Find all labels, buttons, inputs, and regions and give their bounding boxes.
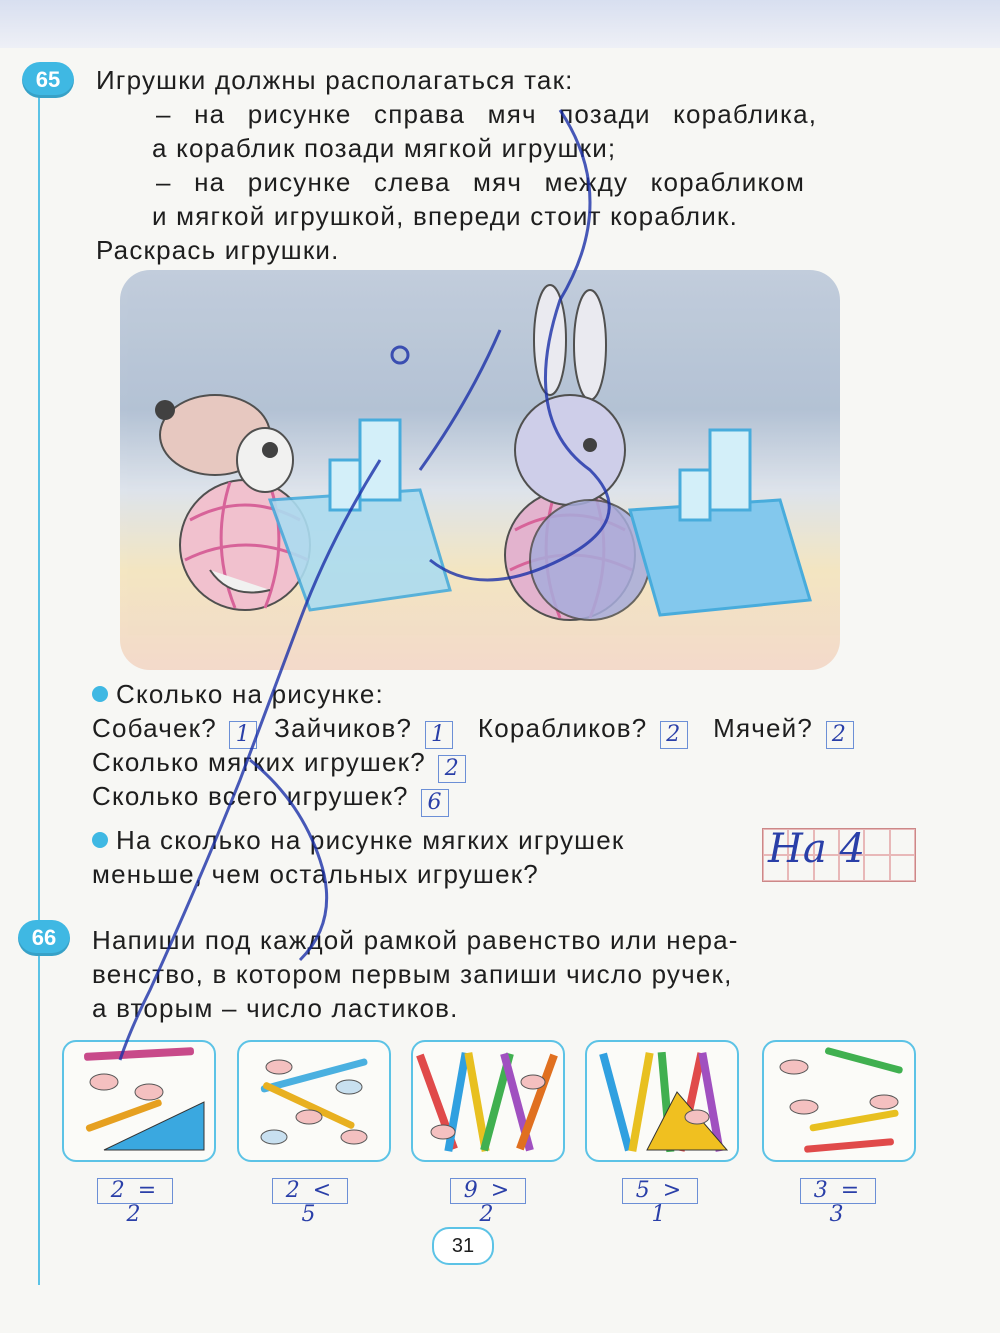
task-65-line-5: и мягкой игрушкой, впереди стоит кораблик.	[152, 201, 739, 231]
q1-intro	[92, 678, 384, 710]
task-65-line-1: Игрушки должны располагаться так:	[96, 65, 574, 95]
boats-label: Корабликов?	[477, 713, 648, 743]
balls-answer-box[interactable]	[826, 721, 854, 749]
q2-line-2: меньше, чем остальных игрушек?	[92, 859, 539, 889]
task-65-line-6: Раскрась игрушки.	[96, 235, 340, 265]
dogs-answer: 1	[235, 722, 251, 747]
total-toys-answer-box[interactable]	[421, 789, 449, 817]
bullet-dot-icon	[92, 832, 108, 848]
task-65-line-3: а кораблик позади мягкой игрушки;	[152, 133, 617, 163]
pens-erasers-icon	[587, 1042, 737, 1160]
bunnies-answer-box[interactable]	[425, 721, 453, 749]
balls-answer: 2	[831, 722, 848, 747]
toys-illustration	[120, 270, 840, 670]
total-toys-label: Сколько всего игрушек?	[92, 781, 409, 811]
bunny-icon	[515, 285, 650, 620]
frame-2-answer[interactable]: 2 < 5	[272, 1178, 348, 1204]
soft-toys-label: Сколько мягких игрушек?	[92, 747, 426, 777]
page-number	[432, 1227, 494, 1265]
frame-5	[762, 1040, 916, 1162]
task-66-number: 66	[31, 925, 57, 950]
task-66-line-3: а вторым – число ластиков.	[92, 993, 459, 1023]
pens-erasers-icon	[764, 1042, 914, 1160]
dogs-answer-box[interactable]	[229, 721, 257, 749]
q1-intro-text: Сколько на рисунке:	[116, 679, 384, 709]
right-boat-icon	[630, 430, 810, 615]
task-66-badge	[18, 920, 70, 956]
toys-drawing	[120, 270, 840, 670]
balls-label: Мячей?	[713, 713, 814, 743]
answer-grid-text: На 4	[768, 826, 865, 872]
pens-erasers-icon	[239, 1042, 389, 1160]
frame-3	[411, 1040, 565, 1162]
q1-row-total	[92, 780, 449, 817]
pens-erasers-icon	[413, 1042, 563, 1160]
task-65-number: 65	[35, 67, 61, 92]
dogs-label: Собачек?	[92, 713, 217, 743]
pens-erasers-icon	[64, 1042, 214, 1160]
soft-toys-answer: 2	[444, 756, 460, 781]
q1-row-soft	[92, 746, 466, 783]
task-65-badge	[22, 62, 74, 98]
frame-3-answer[interactable]: 9 > 2	[450, 1178, 526, 1204]
q1-row-counts	[92, 712, 854, 749]
task-66-line-1: Напиши под каждой рамкой равенство или нера-	[92, 925, 739, 955]
boats-answer: 2	[666, 722, 682, 747]
frame-4	[585, 1040, 739, 1162]
frame-5-answer[interactable]: 3 = 3	[800, 1178, 876, 1204]
total-toys-answer: 6	[427, 790, 443, 815]
q2-line-1	[92, 824, 624, 856]
boats-answer-box[interactable]	[660, 721, 688, 749]
margin-line	[38, 95, 40, 1285]
bunnies-label: Зайчиков?	[274, 713, 413, 743]
soft-toys-answer-box[interactable]	[438, 755, 466, 783]
bullet-dot-icon	[92, 686, 108, 702]
bunnies-answer: 1	[430, 722, 447, 747]
task-65-line-4: – на рисунке слева мяч между корабликом	[156, 167, 806, 197]
q2-line-1-text: На сколько на рисунке мягких игрушек	[116, 825, 625, 855]
task-66-line-2: венство, в котором первым запиши число ручек,	[92, 959, 733, 989]
frame-1-answer[interactable]: 2 = 2	[97, 1178, 173, 1204]
task-65-line-2: – на рисунке справа мяч позади кораблика,	[156, 99, 818, 129]
frame-2	[237, 1040, 391, 1162]
page-header-decoration	[0, 0, 1000, 48]
page-number-text: 31	[451, 1234, 475, 1257]
frame-1	[62, 1040, 216, 1162]
frame-4-answer[interactable]: 5 > 1	[622, 1178, 698, 1204]
